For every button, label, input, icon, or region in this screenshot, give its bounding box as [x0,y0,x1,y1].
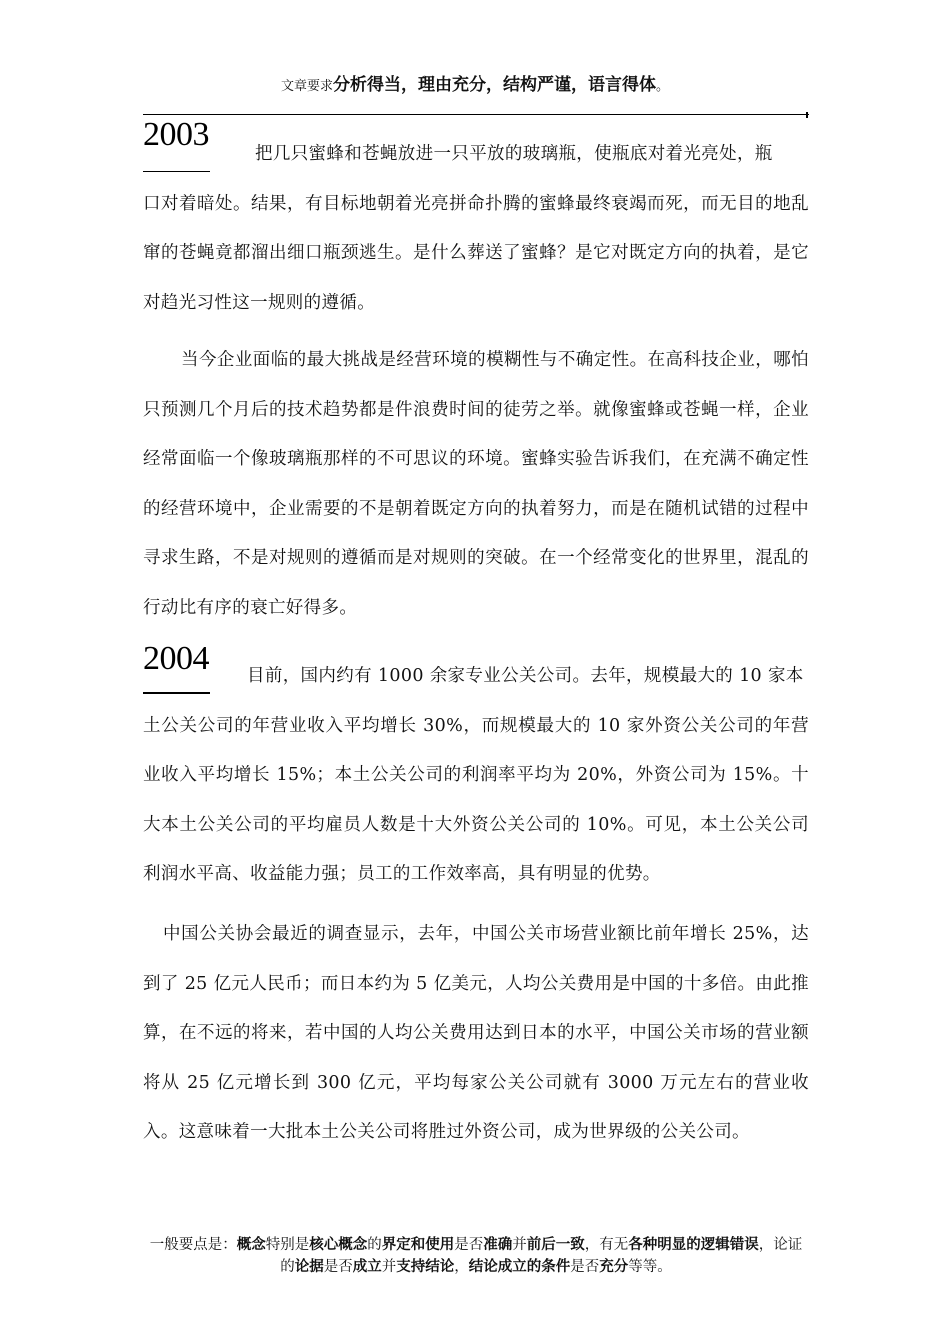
footer-emphasis: 界定和使用 [381,1237,455,1253]
footer-text: 并 [512,1237,527,1253]
section-2004-paragraph-1 [143,652,809,900]
header-requirement: 分析得当，理由充分，结构严谨，语言得体 [333,75,656,95]
footer-text: ，有无 [584,1237,629,1253]
section-2003-p1-rest: 口对着暗处。结果，有目标地朝着光亮拼命扑腾的蜜蜂最终衰竭而死，而无目的地乱窜的苍蝇竟都溜出细口瓶颈逃生。是什么葬送了蜜蜂？是它对既定方向的执着，是它对趋光习性这一规则的遵循。 [143,193,809,313]
footer-emphasis: 前后一致 [526,1237,585,1253]
footer-text: ，论证的 [280,1237,803,1275]
footer-text: ， [454,1259,469,1275]
footer-text: 一般要点是： [149,1237,237,1253]
footer-text: 的 [367,1237,382,1253]
footer-emphasis: 各种明显的逻辑错误 [628,1237,759,1253]
footer-emphasis: 论据 [294,1259,324,1275]
section-2004-p1-rest: 土公关公司的年营业收入平均增长 30%，而规模最大的 10 家外资公关公司的年营业收入平均增长 15%；本土公关公司的利润率平均为 20%，外资公司为 15%。十大本土公关公司的平均雇员人数是十大外资公关公司的 10%。可见，本土公关公司利润水平高、收益能力强；员工的工作效率高，具有明显的优势。 [143,715,809,884]
header-prefix: 文章要求 [280,79,333,94]
year-label-2003: 2003 [143,116,209,153]
section-2004-paragraph-2: 中国公关协会最近的调查显示，去年，中国公关市场营业额比前年增长 25%，达到了 25 亿元人民币；而日本约为 5 亿美元，人均公关费用是中国的十多倍。由此推算，在不远的将来，若中国的人均公关费用达到日本的水平，中国公关市场的营业额将从 25 亿元增长到 300 亿元，平均每家公关公司就有 3000 万元左右的营业收入。这意味着一大批本土公关公司将胜过外资公司，成为世界级的公关公司。 [143,924,809,1142]
footer-text: 等等。 [628,1259,672,1275]
footer-emphasis: 核心概念 [309,1237,368,1253]
footer-emphasis: 充分 [599,1259,629,1275]
header-divider [143,114,809,115]
footer-text: 是否 [570,1259,600,1275]
footer-text: 是否 [323,1259,353,1275]
section-2003-p1-first-line: 把几只蜜蜂和苍蝇放进一只平放的玻璃瓶，使瓶底对着光亮处，瓶 [255,144,773,164]
section-2003-paragraph-1 [143,130,809,328]
grading-points-note [143,1234,809,1278]
footer-emphasis: 概念 [236,1237,266,1253]
header-suffix: 。 [656,79,670,94]
footer-emphasis: 成立 [352,1259,382,1275]
section-2004-p1-first-line: 目前，国内约有 1000 余家专业公关公司。去年，规模最大的 10 家本 [247,666,804,686]
year-label-2004: 2004 [143,640,209,677]
footer-emphasis: 准确 [483,1237,513,1253]
section-2003-paragraph-2: 当今企业面临的最大挑战是经营环境的模糊性与不确定性。在高科技企业，哪怕只预测几个月后的技术趋势都是件浪费时间的徒劳之举。就像蜜蜂或苍蝇一样，企业经常面临一个像玻璃瓶那样的不可思议的环境。蜜蜂实验告诉我们，在充满不确定性的经营环境中，企业需要的不是朝着既定方向的执着努力，而是在随机试错的过程中寻求生路，不是对规则的遵循而是对规则的突破。在一个经常变化的世界里，混乱的行动比有序的衰亡好得多。 [143,350,809,618]
footer-text: 并 [381,1259,397,1275]
footer-emphasis: 支持结论 [396,1259,455,1275]
footer-text: 是否 [454,1237,484,1253]
footer-emphasis: 结论成立的条件 [468,1259,571,1275]
footer-text: 特别是 [265,1237,310,1253]
essay-requirement-header [0,70,950,95]
header-divider-tick [806,112,808,118]
